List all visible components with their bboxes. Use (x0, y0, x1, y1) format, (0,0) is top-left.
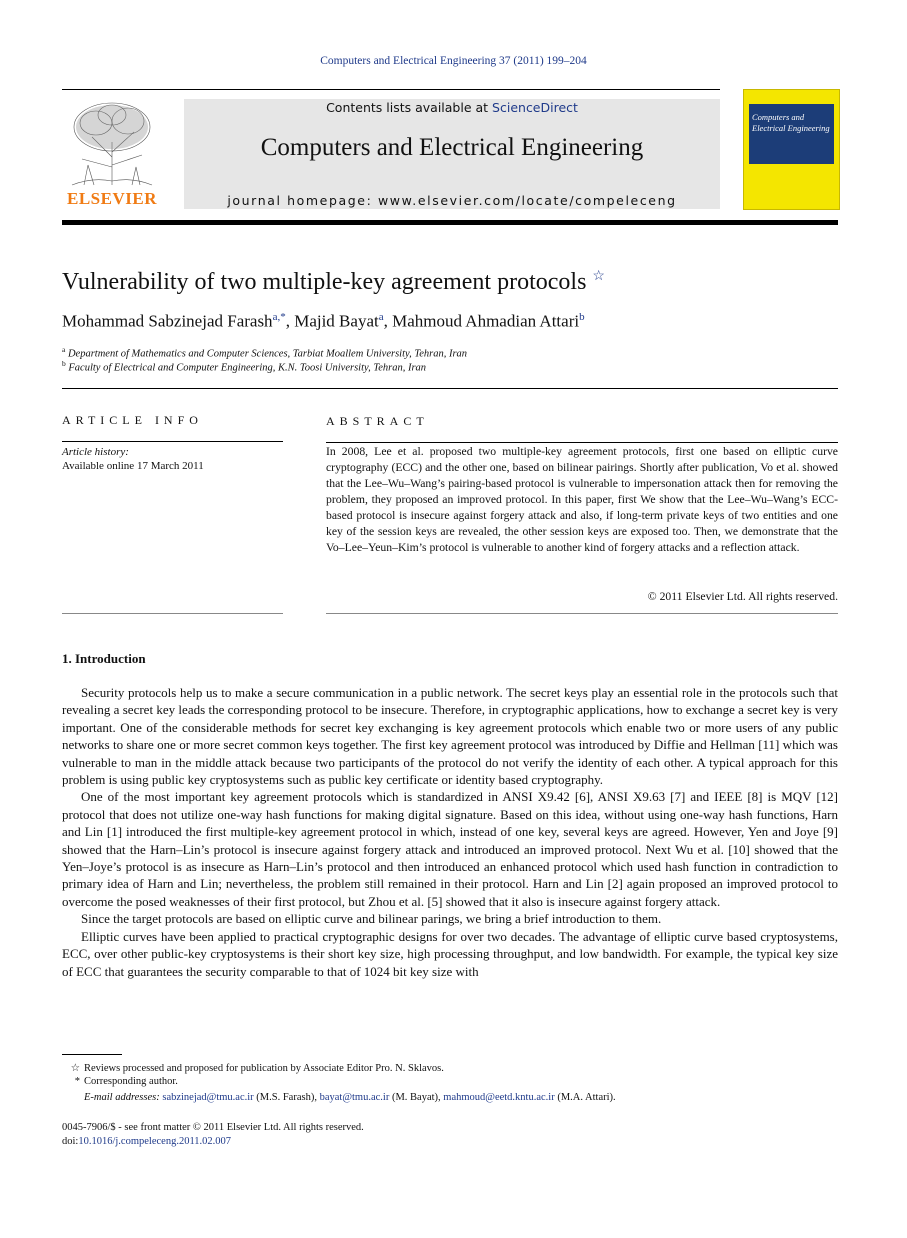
body-paragraph: Since the target protocols are based on elliptic curve and bilinear parings, we bring a brief introduction to them. (81, 911, 662, 927)
affiliation-text: Faculty of Electrical and Computer Engineering, K.N. Toosi University, Tehran, Iran (68, 362, 427, 374)
email-link[interactable]: mahmoud@eetd.kntu.ac.ir (443, 1092, 555, 1103)
doi-line (62, 1136, 231, 1147)
affiliation-mark: a (62, 345, 66, 354)
journal-title: Computers and Electrical Engineering (260, 134, 644, 161)
email-owner: (M.A. Attari). (554, 1092, 616, 1103)
sciencedirect-link[interactable]: ScienceDirect (492, 100, 578, 115)
issn-line: 0045-7906/$ - see front matter © 2011 Elsevier Ltd. All rights reserved. (62, 1122, 364, 1133)
email-link[interactable]: sabzinejad@tmu.ac.ir (162, 1092, 254, 1103)
footnote-corresponding (62, 1076, 178, 1087)
footnote-review (62, 1062, 444, 1074)
email-label: E-mail addresses: (84, 1092, 160, 1103)
author-affiliation-mark[interactable]: b (579, 311, 585, 323)
article-title (62, 268, 605, 296)
affiliation-a (62, 345, 467, 360)
header-thick-rule (62, 220, 838, 225)
author-name: Mahmoud Ahmadian Attari (392, 311, 580, 331)
affiliation-mark: b (62, 359, 66, 368)
article-info-heading: ARTICLE INFO (62, 413, 203, 427)
body-paragraph: Elliptic curves have been applied to practical cryptographic designs for over two decades. The advantage of elliptic curve based cryptosystems, ECC, over other public-key cryptosystems is their short key size, high processing throughput, and low bandwidth. For example, the typical key size of ECC that guarantees the security comparable to that of 1024 bit key size with (62, 928, 838, 979)
affiliation-b (62, 359, 426, 374)
email-link[interactable]: bayat@tmu.ac.ir (319, 1092, 390, 1103)
abstract-bottom-rule (326, 613, 838, 614)
elsevier-wordmark: ELSEVIER (67, 189, 157, 208)
author-list: Mohammad Sabzinejad Farash$^{a,*}$, Majid Bayat$^a$, Mahmoud Ahmadian Attari$^b$ (62, 311, 585, 331)
footnote-text: Reviews processed and proposed for publication by Associate Editor Pro. N. Sklavos. (84, 1063, 444, 1074)
footnote-mark: ☆ (70, 1063, 80, 1074)
author-name: Mohammad Sabzinejad Farash (62, 311, 273, 331)
journal-homepage[interactable]: journal homepage: www.elsevier.com/locate/compeleceng (227, 193, 677, 208)
body-paragraph: Security protocols help us to make a secure communication in a public network. The secret keys play an essential role in the protocols such that revealing a secret key leads the corresponding protocol to be insecure. Therefore, in cryptographic applications, how to exchange a secret key is very important. One of the considerable methods for secret key exchanging is key agreement protocols which enable two or more users of any public networks to share one or more secret common keys together. The first key agreement protocol was introduced by Diffie and Hellman [11] which was vulnerable to man in the middle attack because two participants of the protocol do not verify the identity of each other. A typical approach for this problem is using public key cryptosystems such as public key certificate or identity based cryptography. (62, 685, 838, 788)
history-label: Article history: (62, 446, 129, 458)
footnote-mark: * (74, 1076, 80, 1087)
footnote-emails (62, 1092, 616, 1103)
article-title-text: Vulnerability of two multiple-key agreement protocols (62, 269, 587, 295)
title-footnote-mark[interactable]: ☆ (592, 269, 605, 284)
author-affiliation-mark[interactable]: a,* (272, 311, 286, 323)
article-info-rule (62, 441, 283, 442)
footnote-rule (62, 1054, 122, 1055)
section-body (62, 684, 838, 980)
elsevier-logo (62, 97, 162, 209)
history-value: Available online 17 March 2011 (62, 460, 204, 472)
body-paragraph: One of the most important key agreement protocols which is standardized in ANSI X9.42 [6], ANSI X9.63 [7] and IEEE [8] is MQV [12] protocol that does not utilize one-way hash functions for making digital signature. Based on this idea, without using one-way hash functions, Harn and Lin [1] introduced the first multiple-key agreement protocol in which, instead of one key, several keys are agreed. However, Yen and Joye [9] showed that the Harn–Lin’s protocol is insecure against forgery attack and introduced an improved protocol. Next Wu et al. [10] showed that the Yen–Joye’s protocol is as insecure as Harn–Lin’s protocol and then introduced an enhanced protocol which used hash function in contradiction to primary idea of Harn and Lin; nevertheless, the problem still remained in their protocol. Harn and Lin [2] again proposed an improved protocol to overcome the posed weaknesses of their first protocol, but Zhou et al. [5] showed that it also is insecure against forgery attack. (62, 789, 838, 909)
footnote-text: Corresponding author. (84, 1076, 178, 1087)
journal-cover-thumbnail[interactable] (743, 89, 840, 210)
article-info-bottom-rule (62, 613, 283, 614)
journal-citation[interactable]: Computers and Electrical Engineering 37 (2011) 199–204 (320, 55, 587, 67)
author-affiliation-mark[interactable]: a (378, 311, 384, 323)
cover-title-line1: Computers and (752, 112, 805, 122)
doi-label: doi: (62, 1136, 79, 1147)
affiliation-text: Department of Mathematics and Computer Sciences, Tarbiat Moallem University, Tehran, Iran (67, 348, 468, 360)
affiliation-rule (62, 388, 838, 389)
header-rule (62, 89, 720, 90)
email-owner: (M. Bayat), (389, 1092, 444, 1103)
cover-title (752, 112, 830, 134)
cover-title-line2: Electrical Engineering (752, 123, 830, 133)
section-title: 1. Introduction (62, 651, 146, 666)
doi-link[interactable]: 10.1016/j.compeleceng.2011.02.007 (78, 1136, 232, 1147)
abstract-heading: ABSTRACT (326, 414, 429, 428)
abstract-rule (326, 442, 838, 443)
abstract-copyright: © 2011 Elsevier Ltd. All rights reserved. (647, 590, 838, 603)
abstract-text: In 2008, Lee et al. proposed two multiple-key agreement protocols, first one based on elliptic curve cryptography (ECC) and the other one, based on bilinear pairings. Shortly after publication, Vo et al. showed that the Lee–Wu–Wang’s pairing-based protocol is vulnerable to impersonation attack then for removing the problem, they proposed an improved protocol. In this paper, first We show that the Lee–Wu–Wang’s ECC-based protocol is insecure against forgery attack and also, if long-term private keys of two entities and one key of the session keys are revealed, the other session keys are exposed too. Then, we demonstrate that the Vo–Lee–Yeun–Kim’s protocol is vulnerable to another kind of forgery attacks and a reflection attack. (326, 445, 838, 554)
email-owner: (M.S. Farash), (253, 1092, 320, 1103)
contents-line (184, 100, 720, 115)
contents-prefix: Contents lists available at (326, 100, 493, 115)
author-name: Majid Bayat (294, 311, 379, 331)
